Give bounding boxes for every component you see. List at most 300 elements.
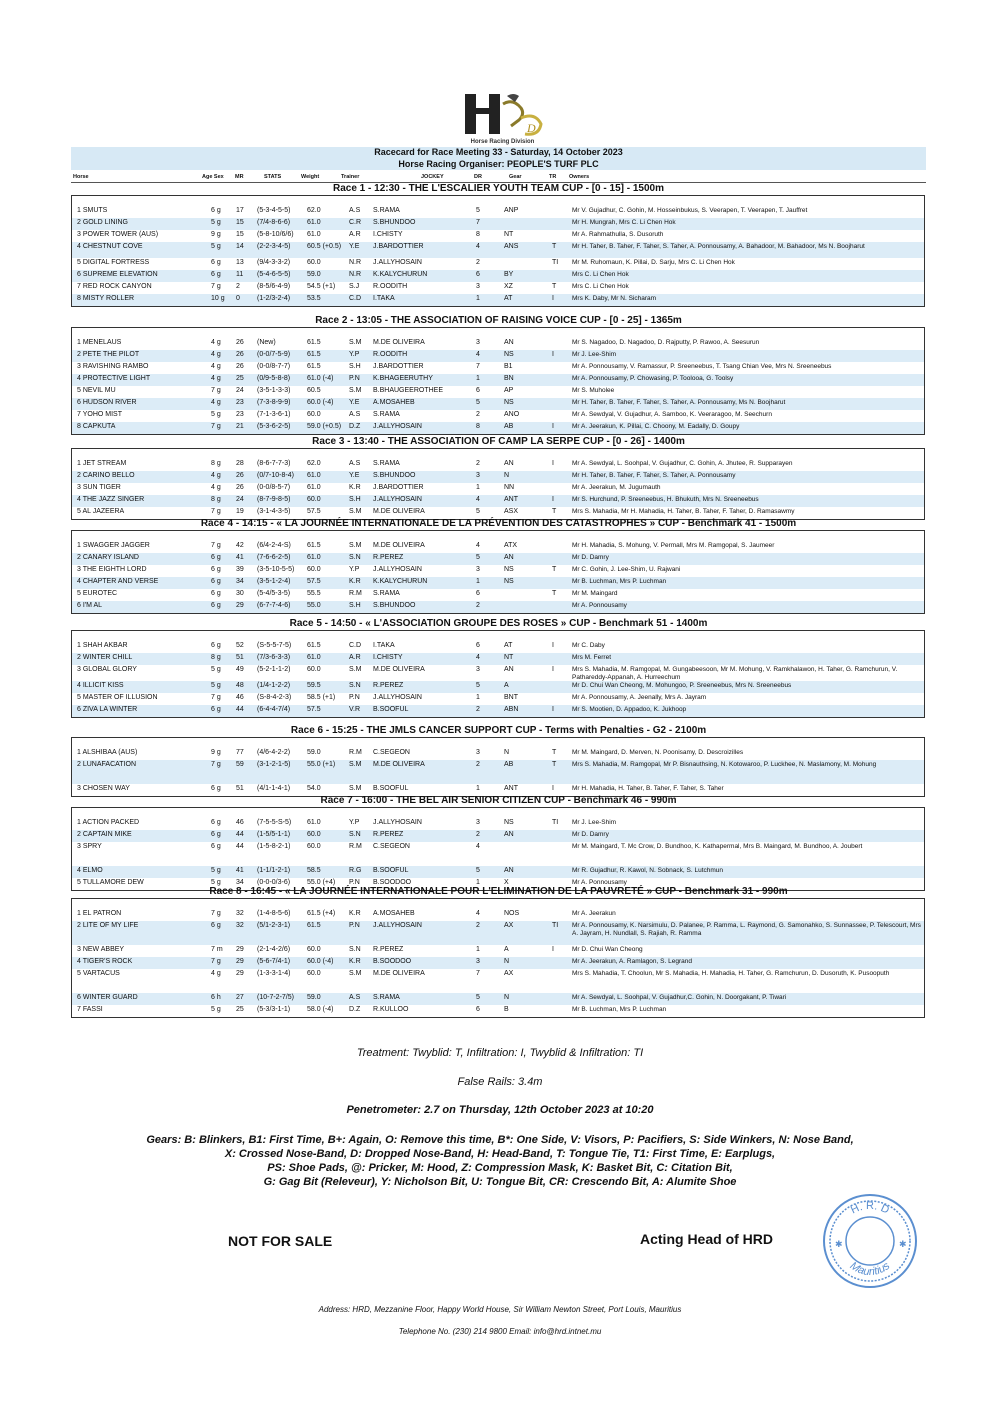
runner-trainer: Y.P: [349, 351, 360, 358]
runner-row: [72, 705, 924, 717]
runner-jockey: J.BARDOTTIER: [373, 484, 424, 491]
runner-dr: 4: [476, 843, 480, 850]
runner-trainer: R.M: [349, 590, 362, 597]
runner-age: 4 g: [211, 351, 221, 358]
runner-age: 4 g: [211, 484, 221, 491]
runner-row: [72, 653, 924, 665]
race-title: Race 8 - 16:45 - « LA JOURNÉE INTERNATIONALE POUR L'ELIMINATION DE LA PAUVRETÉ » CUP - Benchmark 31 - 990m: [209, 886, 788, 897]
runner-gear: AX: [504, 922, 514, 929]
runner-row: [72, 294, 924, 306]
runner-owners: Mr A. Ponnousamy, A. Jeenally, Mrs A. Jayram: [572, 694, 707, 701]
runner-owners: Mr A. Sewdyal, V. Gujadhur, A. Samboo, K. Veeraragoo, M. Seechurn: [572, 411, 772, 418]
runner-stats: (2-1-4-2/6): [257, 946, 291, 953]
runner-owners: Mrs S. Mahadia, Mr H. Mahadia, H. Taher, B. Taher, F. Taher, D. Ramasawmy: [572, 508, 795, 515]
runner-trainer: Y.E: [349, 399, 360, 406]
runner-jockey: S.BHUNDOO: [373, 219, 416, 226]
stamp-top-text: H. R. D: [848, 1200, 892, 1217]
runner-owners: Mrs S. Mahadia, M. Ramgopal, M. Gungabeesoon, Mr M. Mohung, V. Ramkhalawon, H. Taher, G. Ramchurun, V. Pathareddy-Appanah, A. Hurreechum: [572, 666, 898, 681]
runner-owners: Mr H. Mahadia, H. Taher, B. Taher, F. Taher, S. Taher: [572, 785, 724, 792]
runner-stats: (1/4-1-2-2): [257, 682, 291, 689]
runner-age: 7 m: [211, 946, 223, 953]
runner-horse: 2 CAPTAIN MIKE: [77, 831, 132, 838]
runner-stats: (4/6-4-2-2): [257, 749, 291, 756]
runner-trainer: S.J: [349, 283, 360, 290]
runner-horse: 6 WINTER GUARD: [77, 994, 138, 1001]
runner-stats: (5-6-7/4-1): [257, 958, 291, 965]
runner-trainer: P.N: [349, 922, 360, 929]
runner-gear: AB: [504, 761, 514, 768]
runner-owners: Mr R. Gujadhur, R. Kawol, N. Sobnack, S. Lutchmun: [572, 867, 724, 874]
runner-jockey: R.PEREZ: [373, 554, 404, 561]
runner-trainer: S.M: [349, 761, 362, 768]
runner-age: 7 g: [211, 694, 221, 701]
runner-jockey: M.DE OLIVEIRA: [373, 542, 425, 549]
runner-mr: 32: [236, 922, 244, 929]
runner-horse: 6 SUPREME ELEVATION: [77, 271, 158, 278]
runner-row: [72, 242, 924, 258]
runner-gear: N: [504, 994, 510, 1001]
runner-trainer: S.M: [349, 387, 362, 394]
runner-gear: ANS: [504, 243, 519, 250]
runner-trainer: N.R: [349, 271, 362, 278]
runner-dr: 8: [476, 423, 480, 430]
runner-horse: 6 HUDSON RIVER: [77, 399, 137, 406]
runner-trainer: C.D: [349, 295, 362, 302]
runner-age: 10 g: [211, 295, 225, 302]
runner-stats: (0-0/8-5-7): [257, 484, 291, 491]
runner-mr: 41: [236, 867, 244, 874]
runner-row: [72, 921, 924, 945]
runner-stats: (1-4-8-5-6): [257, 910, 291, 917]
runner-row: [72, 483, 924, 495]
runner-tr: TI: [552, 819, 559, 826]
runner-dr: 4: [476, 910, 480, 917]
runner-jockey: S.RAMA: [373, 994, 400, 1001]
runner-dr: 7: [476, 219, 480, 226]
runner-gear: NS: [504, 819, 514, 826]
runner-horse: 5 VARTACUS: [77, 970, 120, 977]
runner-trainer: D.Z: [349, 423, 361, 430]
runner-horse: 3 SPRY: [77, 843, 102, 850]
runner-mr: 19: [236, 508, 244, 515]
logo-caption: Horse Racing Division: [470, 139, 535, 145]
runner-stats: (3-1-4-3-5): [257, 508, 291, 515]
runner-mr: 24: [236, 387, 244, 394]
runner-jockey: M.DE OLIVEIRA: [373, 970, 425, 977]
runner-gear: B1: [504, 363, 513, 370]
runner-mr: 17: [236, 207, 244, 214]
runner-gear: AB: [504, 423, 514, 430]
runner-weight: 58.5: [307, 867, 321, 874]
runner-jockey: K.KALYCHURUN: [373, 578, 428, 585]
runner-row: [72, 362, 924, 374]
runner-gear: N: [504, 958, 510, 965]
runner-owners: Mr A. Ponnousamy: [572, 879, 627, 886]
runner-weight: 57.5: [307, 706, 321, 713]
runner-age: 6 g: [211, 602, 221, 609]
runner-weight: 61.5 (+4): [307, 910, 336, 917]
runner-mr: 26: [236, 339, 244, 346]
race-table: [71, 530, 925, 614]
runner-horse: 3 SUN TIGER: [77, 484, 121, 491]
runner-horse: 5 AL JAZEERA: [77, 508, 125, 515]
runner-stats: (5-4/5-3-5): [257, 590, 291, 597]
race-title: Race 7 - 16:00 - THE BEL AIR SENIOR CITIZEN CUP - Benchmark 46 - 990m: [320, 795, 677, 806]
runner-jockey: R.OODITH: [373, 283, 408, 290]
runner-weight: 53.5: [307, 295, 321, 302]
race-title: Race 4 - 14:15 - « LA JOURNÉE INTERNATIONALE DE LA PRÉVENTION DES CATASTROPHES » CUP - Benchmark 41 - 1500m: [200, 518, 797, 529]
runner-gear: AX: [504, 970, 514, 977]
runner-gear: NOS: [504, 910, 520, 917]
runner-owners: Mr A. Ponnousamy, K. Narsimulu, D. Palanee, P. Ramma, L. Raymond, G. Samonahko, S. Sunnassee, P. Telescourt, Mrs A. Jayram, H. Nundlall, S. Rajiah, R. Ramma: [572, 922, 921, 937]
runner-gear: NS: [504, 351, 514, 358]
runner-age: 5 g: [211, 867, 221, 874]
runner-gear: NS: [504, 578, 514, 585]
runner-stats: (8-7-9-8-5): [257, 496, 291, 503]
runner-jockey: I.CHISTY: [373, 654, 403, 661]
runner-gear: AT: [504, 642, 513, 649]
runner-mr: 27: [236, 994, 244, 1001]
runner-age: 8 g: [211, 496, 221, 503]
runner-row: [72, 641, 924, 653]
runner-tr: T: [552, 590, 557, 597]
runner-weight: 55.0: [307, 602, 321, 609]
runner-row: [72, 471, 924, 483]
runner-horse: 6 ZIVA LA WINTER: [77, 706, 138, 713]
runner-dr: 5: [476, 994, 480, 1001]
runner-owners: Mr M. Maingard: [572, 590, 618, 597]
runner-weight: 60.0 (-4): [307, 399, 334, 406]
runner-dr: 3: [476, 819, 480, 826]
runner-dr: 2: [476, 922, 480, 929]
runner-trainer: S.M: [349, 339, 362, 346]
runner-owners: Mr H. Taher, B. Taher, F. Taher, S. Taher, A. Ponnousamy, A. Bahadoor, M. Bahadoor, Ms N. Boojharut: [572, 243, 865, 250]
runner-mr: 51: [236, 654, 244, 661]
runner-row: [72, 541, 924, 553]
runner-owners: Mr H. Taher, B. Taher, F. Taher, S. Taher, A. Ponnousamy: [572, 472, 736, 479]
runner-horse: 7 RED ROCK CANYON: [77, 283, 152, 290]
runner-row: [72, 866, 924, 878]
runner-horse: 8 CAPKUTA: [77, 423, 116, 430]
runner-weight: 54.0: [307, 785, 321, 792]
race-title: Race 6 - 15:25 - THE JMLS CANCER SUPPORT CUP - Terms with Penalties - G2 - 2100m: [290, 725, 707, 736]
runner-gear: NS: [504, 399, 514, 406]
runner-owners: Mr A. Ponnousamy, V. Ramassur, P. Sreeneebus, T. Tsang Chian Vee, Mrs N. Sreeneebus: [572, 363, 832, 370]
runner-gear: N: [504, 472, 510, 479]
runner-row: [72, 206, 924, 218]
runner-age: 5 g: [211, 243, 221, 250]
col-mr: MR: [235, 174, 244, 180]
runner-weight: 61.0: [307, 219, 321, 226]
runner-tr: I: [552, 295, 554, 302]
runner-mr: 48: [236, 682, 244, 689]
runner-weight: 59.0 (+0.5): [307, 423, 342, 430]
runner-owners: Mr D. Chui Wan Cheong, M. Mohungoo, P. Sreeneebus, Mrs N. Sreeneebus: [572, 682, 792, 689]
runner-stats: (3-5-1-2-4): [257, 578, 291, 585]
runner-trainer: K.R: [349, 910, 361, 917]
runner-owners: Mr D. Chui Wan Cheong: [572, 946, 643, 953]
runner-jockey: S.RAMA: [373, 590, 400, 597]
runner-stats: (S-5-5-7-5): [257, 642, 292, 649]
runner-mr: 29: [236, 970, 244, 977]
runner-age: 6 g: [211, 843, 221, 850]
runner-weight: 60.0 (-4): [307, 958, 334, 965]
runner-horse: 3 GLOBAL GLORY: [77, 666, 137, 673]
runner-row: [72, 282, 924, 294]
runner-gear: AN: [504, 831, 514, 838]
runner-trainer: S.H: [349, 602, 361, 609]
runner-trainer: A.S: [349, 207, 361, 214]
runner-row: [72, 565, 924, 577]
false-rails-note: False Rails: 3.4m: [457, 1076, 543, 1088]
runner-gear: AP: [504, 387, 514, 394]
runner-horse: 3 THE EIGHTH LORD: [77, 566, 147, 573]
runner-row: [72, 422, 924, 434]
runner-mr: 0: [236, 295, 240, 302]
runner-stats: (0-0/8-7-7): [257, 363, 291, 370]
runner-horse: 3 POWER TOWER (AUS): [77, 231, 159, 238]
runner-jockey: M.DE OLIVEIRA: [373, 508, 425, 515]
runner-weight: 58.0 (-4): [307, 1006, 334, 1013]
runner-owners: Mr A. Rahmathulla, S. Dusoruth: [572, 231, 664, 238]
runner-dr: 8: [476, 231, 480, 238]
runner-weight: 55.5: [307, 590, 321, 597]
runner-mr: 34: [236, 578, 244, 585]
runner-mr: 24: [236, 496, 244, 503]
racecard-title: Racecard for Race Meeting 33 - Saturday, 14 October 2023: [71, 147, 926, 158]
runner-gear: BY: [504, 271, 514, 278]
svg-text:H. R. D: [849, 1200, 891, 1216]
runner-stats: (4/1-1-4-1): [257, 785, 291, 792]
runner-stats: (5-4-6-5-5): [257, 271, 291, 278]
runner-jockey: B.SOOFUL: [373, 867, 409, 874]
runner-weight: 61.0: [307, 472, 321, 479]
runner-tr: I: [552, 666, 554, 673]
runner-jockey: I.CHISTY: [373, 231, 403, 238]
runner-row: [72, 410, 924, 422]
runner-mr: 46: [236, 694, 244, 701]
runner-weight: 62.0: [307, 207, 321, 214]
runner-trainer: A.S: [349, 411, 361, 418]
runner-horse: 1 SHAH AKBAR: [77, 642, 128, 649]
runner-dr: 1: [476, 879, 480, 886]
runner-stats: (0-0/7-5-9): [257, 351, 291, 358]
runner-horse: 6 I'M AL: [77, 602, 103, 609]
runner-horse: 1 MENELAUS: [77, 339, 122, 346]
runner-weight: 59.0: [307, 749, 321, 756]
runner-trainer: S.M: [349, 970, 362, 977]
runner-age: 6 g: [211, 922, 221, 929]
runner-mr: 51: [236, 785, 244, 792]
runner-horse: 1 ALSHIBAA (AUS): [77, 749, 138, 756]
runner-dr: 6: [476, 1006, 480, 1013]
runner-gear: B: [504, 1006, 509, 1013]
runner-horse: 3 CHOSEN WAY: [77, 785, 130, 792]
runner-owners: Mr M. Maingard, T. Mc Crow, D. Bundhoo, K. Kathapermal, Mrs B. Maingard, M. Bundhoo, A. Joubert: [572, 843, 863, 850]
runner-tr: T: [552, 508, 557, 515]
race-title: Race 5 - 14:50 - « L'ASSOCIATION GROUPE DES ROSES » CUP - Benchmark 51 - 1400m: [289, 618, 708, 629]
runner-gear: NT: [504, 231, 514, 238]
runner-owners: Mr A. Sewdyal, L. Soohpal, V. Gujadhur, C. Gohin, A. Jhutee, R. Supparayen: [572, 460, 793, 467]
runner-mr: 2: [236, 283, 240, 290]
runner-mr: 13: [236, 259, 244, 266]
runner-horse: 1 ACTION PACKED: [77, 819, 140, 826]
gears-legend: [120, 1133, 880, 1189]
runner-weight: 59.0: [307, 994, 321, 1001]
runner-mr: 44: [236, 843, 244, 850]
runner-gear: BNT: [504, 694, 518, 701]
svg-text:D: D: [527, 121, 536, 135]
runner-stats: (5/1-2-3-1): [257, 922, 291, 929]
runner-dr: 2: [476, 831, 480, 838]
runner-gear: AN: [504, 867, 514, 874]
runner-weight: 59.5: [307, 682, 321, 689]
runner-trainer: S.N: [349, 831, 361, 838]
runner-stats: (3-5-10-5-5): [257, 566, 295, 573]
runner-row: [72, 338, 924, 350]
runner-mr: 32: [236, 910, 244, 917]
race-table: [71, 327, 925, 435]
runner-age: 6 g: [211, 831, 221, 838]
runner-gear: NS: [504, 566, 514, 573]
runner-mr: 25: [236, 375, 244, 382]
runner-trainer: S.H: [349, 363, 361, 370]
runner-gear: NN: [504, 484, 515, 491]
runner-trainer: K.R: [349, 578, 361, 585]
runner-mr: 44: [236, 831, 244, 838]
runner-tr: TI: [552, 259, 559, 266]
treatment-note: Treatment: Twyblid: T, Infiltration: I, Twyblid & Infiltration: TI: [356, 1047, 644, 1059]
runner-tr: I: [552, 351, 554, 358]
runner-owners: Mrs M. Ferret: [572, 654, 611, 661]
runner-owners: Mr B. Luchman, Mrs P. Luchman: [572, 1006, 667, 1013]
col-owners: Owners: [569, 174, 590, 180]
runner-weight: 55.0 (+1): [307, 761, 336, 768]
runner-stats: (1-5-8-2-1): [257, 843, 291, 850]
runner-age: 7 g: [211, 761, 221, 768]
runner-jockey: J.ALLYHOSAIN: [373, 922, 422, 929]
race-table: [71, 630, 925, 718]
runner-dr: 3: [476, 283, 480, 290]
runner-age: 6 g: [211, 706, 221, 713]
runner-gear: ANO: [504, 411, 520, 418]
runner-dr: 3: [476, 339, 480, 346]
runner-gear: BN: [504, 375, 514, 382]
runner-stats: (9/4-3-3-2): [257, 259, 291, 266]
runner-jockey: S.RAMA: [373, 411, 400, 418]
gears-line: PS: Shoe Pads, @: Pricker, M: Hood, Z: Compression Mask, K: Basket Bit, C: Citation Bit,: [267, 1162, 733, 1174]
runner-owners: Mr J. Lee-Shim: [572, 819, 617, 826]
runner-stats: (7/3-6-3-3): [257, 654, 291, 661]
runner-mr: 30: [236, 590, 244, 597]
col-dr: DR: [474, 174, 482, 180]
runner-jockey: A.MOSAHEB: [373, 910, 415, 917]
runner-dr: 5: [476, 399, 480, 406]
runner-horse: 2 CARINO BELLO: [77, 472, 135, 479]
runner-horse: 2 WINTER CHILL: [77, 654, 133, 661]
runner-trainer: R.M: [349, 749, 362, 756]
runner-jockey: M.DE OLIVEIRA: [373, 339, 425, 346]
col-horse: Horse: [73, 174, 89, 180]
runner-mr: 49: [236, 666, 244, 673]
runner-jockey: B.SOOFUL: [373, 706, 409, 713]
address-line: Address: HRD, Mezzanine Floor, Happy World House, Sir William Newton Street, Port Louis, Mauritius: [318, 1305, 682, 1314]
runner-horse: 2 GOLD LINING: [77, 219, 128, 226]
runner-dr: 1: [476, 375, 480, 382]
runner-jockey: K.BHAGEERUTHY: [373, 375, 433, 382]
svg-text:Mauritius: [848, 1260, 893, 1278]
runner-weight: 61.5: [307, 339, 321, 346]
runner-dr: 6: [476, 271, 480, 278]
runner-mr: 29: [236, 958, 244, 965]
runner-row: [72, 818, 924, 830]
runner-weight: 57.5: [307, 578, 321, 585]
runner-gear: AT: [504, 295, 513, 302]
runner-tr: I: [552, 642, 554, 649]
runner-stats: (New): [257, 339, 276, 346]
runner-weight: 61.5: [307, 351, 321, 358]
runner-stats: (8-6-7-7-3): [257, 460, 291, 467]
runner-owners: Mrs S. Mahadia, M. Ramgopal, Mr P. Bisnauthsing, N. Kotowaroo, P. Luckhee, N. Maslamony, M. Mohung: [572, 761, 877, 768]
runner-horse: 5 DIGITAL FORTRESS: [77, 259, 150, 266]
runner-jockey: S.RAMA: [373, 207, 400, 214]
hrd-logo-icon: [455, 88, 550, 140]
runner-owners: Mr C. Gohin, J. Lee-Shim, U. Rajwani: [572, 566, 681, 573]
runner-trainer: K.R: [349, 484, 361, 491]
runner-horse: 7 YOHO MIST: [77, 411, 122, 418]
runner-row: [72, 909, 924, 921]
runner-jockey: B.BHAUGEEROTHEE: [373, 387, 444, 394]
runner-owners: Mrs S. Mahadia, T. Choolun, Mr S. Mahadia, H. Mahadia, H. Taher, G. Ramchurun, D. Dusoruth, K. Pusooputh: [572, 970, 890, 977]
not-for-sale-label: NOT FOR SALE: [228, 1233, 333, 1249]
runner-row: [72, 398, 924, 410]
runner-jockey: R.PEREZ: [373, 831, 404, 838]
runner-trainer: S.M: [349, 785, 362, 792]
stamp-bottom-text: Mauritius: [847, 1259, 893, 1279]
runner-weight: 61.5: [307, 542, 321, 549]
runner-mr: 25: [236, 1006, 244, 1013]
runner-weight: 60.0: [307, 970, 321, 977]
telephone-line: Telephone No. (230) 214 9800 Email: info@hrd.intnet.mu: [398, 1327, 602, 1336]
runner-age: 6 g: [211, 590, 221, 597]
runner-weight: 60.5 (+0.5): [307, 243, 342, 250]
runner-jockey: C.SEGEON: [373, 843, 410, 850]
runner-horse: 5 NEVIL MU: [77, 387, 116, 394]
runner-jockey: J.ALLYHOSAIN: [373, 566, 422, 573]
runner-tr: I: [552, 785, 554, 792]
runner-horse: 1 JET STREAM: [77, 460, 127, 467]
runner-age: 4 g: [211, 970, 221, 977]
runner-dr: 1: [476, 694, 480, 701]
race-title: Race 2 - 13:05 - THE ASSOCIATION OF RAISING VOICE CUP - [0 - 25] - 1365m: [315, 315, 682, 326]
runner-dr: 3: [476, 958, 480, 965]
race-table: [71, 898, 925, 1018]
runner-row: [72, 386, 924, 398]
runner-dr: 5: [476, 207, 480, 214]
runner-owners: Mr A. Jeerakun, M. Jugumauth: [572, 484, 661, 491]
runner-gear: A: [504, 946, 509, 953]
runner-age: 7 g: [211, 910, 221, 917]
runner-gear: N: [504, 749, 510, 756]
runner-trainer: S.N: [349, 946, 361, 953]
runner-mr: 15: [236, 219, 244, 226]
runner-row: [72, 945, 924, 957]
runner-stats: (2-2-3-4-5): [257, 243, 291, 250]
runner-horse: 3 RAVISHING RAMBO: [77, 363, 149, 370]
runner-trainer: V.R: [349, 706, 361, 713]
runner-age: 4 g: [211, 363, 221, 370]
runner-age: 8 g: [211, 654, 221, 661]
